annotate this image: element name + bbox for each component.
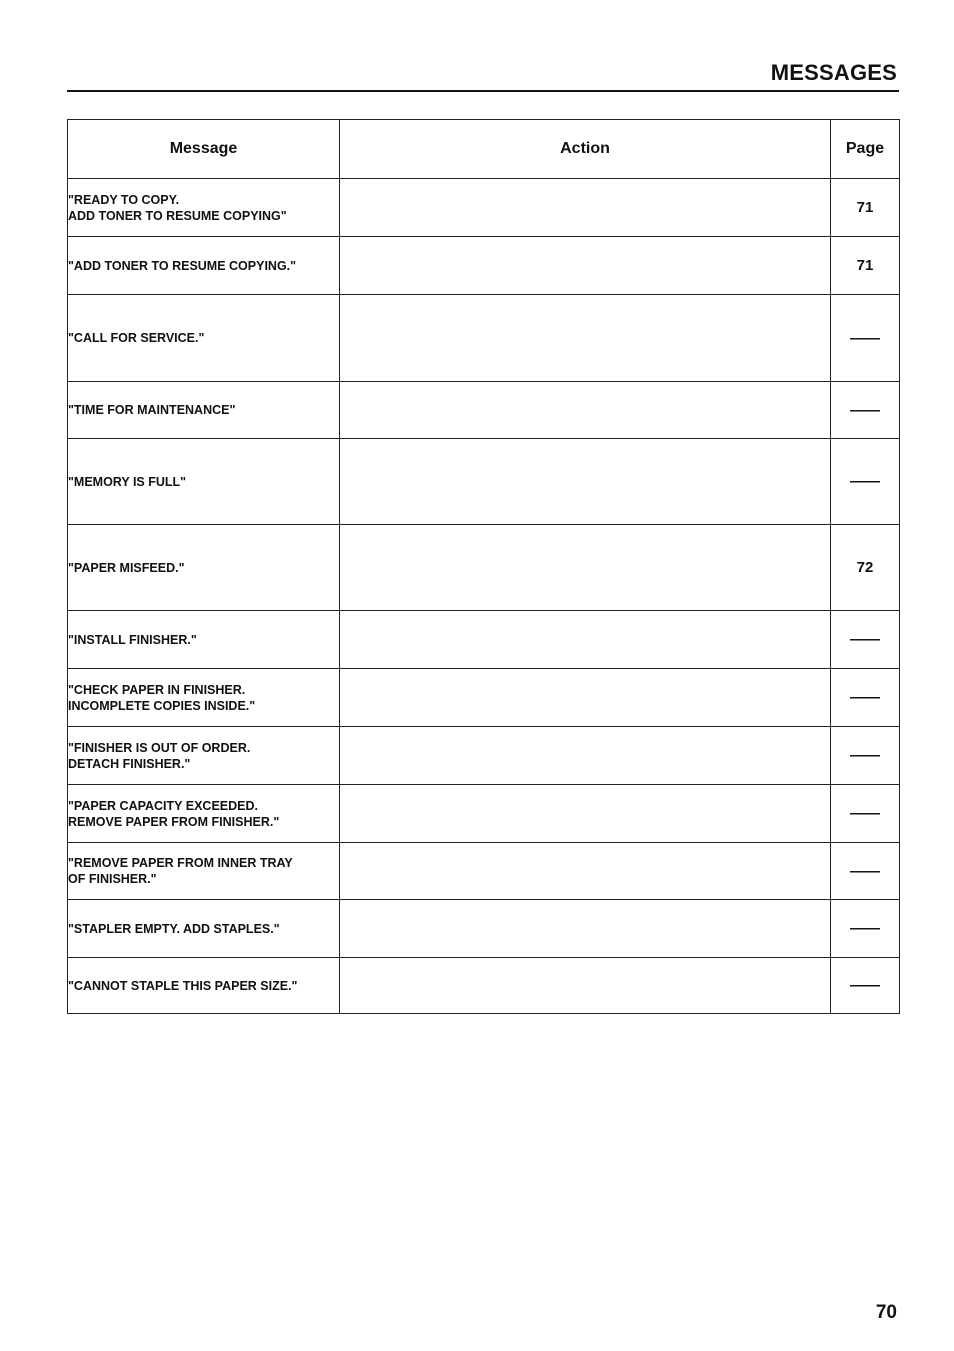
action-cell [340, 237, 831, 295]
action-cell [340, 439, 831, 525]
page-title: MESSAGES [770, 60, 897, 85]
page-cell: —— [831, 295, 900, 382]
action-cell [340, 525, 831, 611]
table-row [68, 295, 900, 382]
table-row [68, 900, 900, 958]
page-cell: —— [831, 611, 900, 669]
table-row [68, 237, 900, 295]
message-cell: "INSTALL FINISHER." [68, 611, 340, 669]
message-cell: "PAPER MISFEED." [68, 525, 340, 611]
page-cell: —— [831, 958, 900, 1014]
action-cell [340, 295, 831, 382]
page-cell: —— [831, 382, 900, 439]
page-cell: —— [831, 727, 900, 785]
column-header-page: Page [831, 120, 900, 179]
page-cell: 72 [831, 525, 900, 611]
table-row [68, 611, 900, 669]
table-row [68, 179, 900, 237]
message-cell: "STAPLER EMPTY. ADD STAPLES." [68, 900, 340, 958]
message-cell: "CANNOT STAPLE THIS PAPER SIZE." [68, 958, 340, 1014]
message-cell: "REMOVE PAPER FROM INNER TRAY OF FINISHER." [68, 843, 340, 900]
header-divider [67, 90, 899, 92]
page-cell: 71 [831, 237, 900, 295]
action-cell [340, 785, 831, 843]
page-cell: —— [831, 843, 900, 900]
table-row [68, 525, 900, 611]
page-cell: —— [831, 439, 900, 525]
message-cell: "CHECK PAPER IN FINISHER. INCOMPLETE COPIES INSIDE." [68, 669, 340, 727]
message-cell: "FINISHER IS OUT OF ORDER. DETACH FINISHER." [68, 727, 340, 785]
page-number: 70 [875, 1302, 897, 1323]
table-row [68, 785, 900, 843]
column-header-action: Action [340, 120, 831, 179]
table-row [68, 843, 900, 900]
message-cell: "TIME FOR MAINTENANCE" [68, 382, 340, 439]
message-cell: "CALL FOR SERVICE." [68, 295, 340, 382]
column-header-message: Message [68, 120, 340, 179]
table-row [68, 439, 900, 525]
message-cell: "READY TO COPY. ADD TONER TO RESUME COPYING" [68, 179, 340, 237]
action-cell [340, 843, 831, 900]
message-cell: "MEMORY IS FULL" [68, 439, 340, 525]
action-cell [340, 611, 831, 669]
table-row [68, 958, 900, 1014]
page-cell: 71 [831, 179, 900, 237]
page-cell: —— [831, 785, 900, 843]
action-cell [340, 900, 831, 958]
action-cell [340, 958, 831, 1014]
page-cell: —— [831, 669, 900, 727]
action-cell [340, 727, 831, 785]
message-cell: "PAPER CAPACITY EXCEEDED. REMOVE PAPER FROM FINISHER." [68, 785, 340, 843]
table-row [68, 669, 900, 727]
table-row [68, 727, 900, 785]
action-cell [340, 179, 831, 237]
action-cell [340, 669, 831, 727]
action-cell [340, 382, 831, 439]
table-header-row [68, 120, 900, 179]
table-row [68, 382, 900, 439]
messages-table [67, 119, 900, 1014]
page-cell: —— [831, 900, 900, 958]
message-cell: "ADD TONER TO RESUME COPYING." [68, 237, 340, 295]
